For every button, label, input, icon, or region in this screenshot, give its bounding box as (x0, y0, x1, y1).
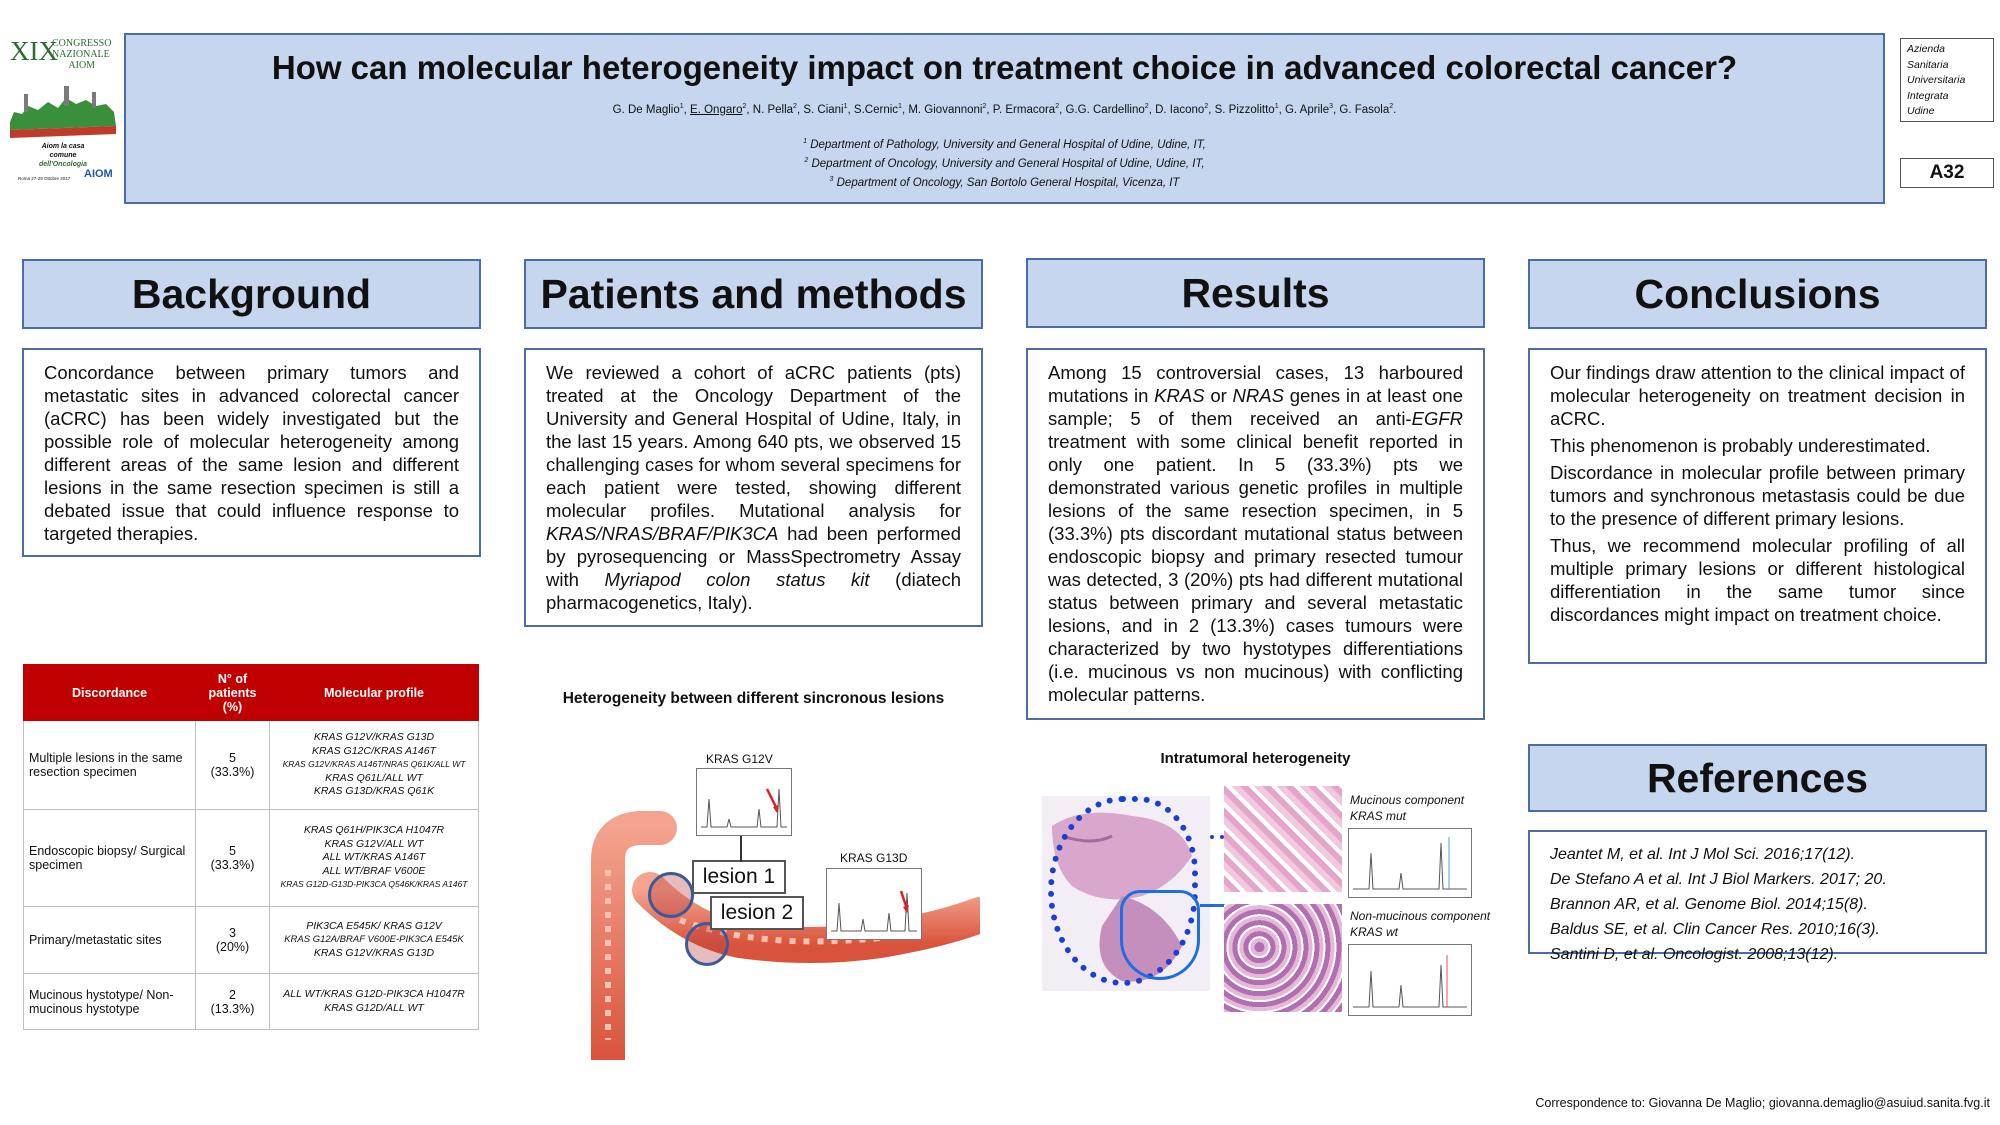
row-count: 3 (20%) (196, 907, 270, 974)
table-row (24, 907, 479, 974)
figure-synchronous-title: Heterogeneity between different sincronous lesions (562, 690, 945, 707)
kras-g13d-pyrogram (826, 868, 922, 940)
mucinous-pyrogram (1348, 828, 1472, 898)
logo-small-text: Roma 27-29 Ottobre 2017 (18, 176, 71, 181)
connector-line (740, 836, 742, 862)
row-discordance: Mucinous hystotype/ Non-mucinous hystotype (24, 974, 196, 1030)
table-header-discordance: Discordance (24, 665, 196, 721)
reference-item: Santini D, et al. Oncologist. 2008;13(12). (1550, 946, 1839, 963)
institution-box (1900, 38, 1994, 122)
logo-line1: CONGRESSO (52, 38, 112, 49)
mucinous-histology-image (1224, 786, 1342, 892)
mucinous-caption (1350, 792, 1464, 824)
author-name: S.Cernic$^1$ (853, 103, 902, 116)
institution-line-1: Azienda (1907, 43, 1945, 55)
methods-text-box (524, 348, 983, 627)
background-title: Background (131, 270, 372, 317)
references-box (1528, 830, 1987, 963)
non-mucinous-caption-line2: KRAS wt (1350, 925, 1399, 939)
non-mucinous-pyrogram (1348, 944, 1472, 1016)
reference-item: Brannon AR, et al. Genome Biol. 2014;15(8). (1550, 896, 1868, 913)
author-name: P. Ermacora$^2$ (992, 103, 1060, 116)
results-title: Results (1181, 269, 1330, 316)
author-name: M. Giovannoni$^2$ (908, 103, 987, 116)
row-count: 2 (13.3%) (196, 974, 270, 1030)
row-count: 5 (33.3%) (196, 810, 270, 907)
mucinous-caption-line1: Mucinous component (1350, 793, 1465, 807)
congress-logo (4, 34, 120, 194)
logo-line2: NAZIONALE (52, 49, 110, 60)
logo-tagline2: dell'Oncologia (39, 161, 87, 168)
background-header (22, 259, 481, 329)
methods-header (524, 259, 983, 329)
lesion-2-label: lesion 2 (710, 896, 804, 930)
conclusions-header (1528, 259, 1987, 329)
conclusion-paragraph-1: Our findings draw attention to the clinical impact of molecular heterogeneity on treatment decision in aCRC. (1550, 362, 1965, 429)
institution-line-4: Integrata (1907, 89, 1949, 102)
kras-g12v-pyrogram (696, 768, 792, 836)
row-discordance: Endoscopic biopsy/ Surgical specimen (24, 810, 196, 907)
institution-line-3: Universitaria (1907, 74, 1966, 86)
affiliation-3: $^3$ Department of Oncology, San Bortolo General Hospital, Vicenza, IT (829, 175, 1180, 189)
link-dash (1210, 835, 1224, 839)
row-profiles: KRAS Q61H/PIK3CA H1047R KRAS G12V/ALL WT ALL WT/KRAS A146T ALL WT/BRAF V600E KRAS G12D-G13D-PIK3CA Q546K/KRAS A146T (270, 810, 479, 907)
kras-g12v-label: KRAS G12V (706, 752, 773, 766)
lesion-1-marker (648, 872, 694, 918)
affiliation-list (126, 134, 1883, 190)
table-header-profile: Molecular profile (270, 665, 479, 721)
methods-title: Patients and methods (540, 270, 967, 317)
conclusion-paragraph-3: Discordance in molecular profile between primary tumors and synchronous metastasis could be due to the presence of different primary lesions. (1550, 462, 1965, 529)
logo-tagline1: Aiom la casa comune (41, 143, 85, 159)
reference-item: Baldus SE, et al. Clin Cancer Res. 2010;16(3). (1550, 921, 1880, 938)
references-title: References (1646, 754, 1869, 801)
mucinous-caption-line2: KRAS mut (1350, 809, 1407, 823)
results-text: Among 15 controversial cases, 13 harboured mutations in KRAS or NRAS genes in at least one sample; 5 of them received an anti-EGFR treatment with some clinical benefit reported in only one patient. In 5 (33.3%) pts we demonstrated various genetic profiles in multiple lesions of the same resection specimen, in 5 (33.3%) pts discordant mutational status between endoscopic biopsy and primary resected tumour was detected, 3 (20%) pts had different mutational status between primary and several metastatic lesions, and in 2 (13.3%) cases tumours were characterized by two hystotypes differentiations (i.e. mucinous vs non mucinous) with conflicting molecular patterns. (1048, 362, 1463, 705)
discordance-table-wrap (23, 664, 479, 1030)
background-text-box (22, 348, 481, 557)
author-name: S. Pizzolitto$^1$ (1214, 103, 1279, 116)
affiliation-2: $^2$ Department of Oncology, University and General Hospital of Udine, Udine, IT, (804, 156, 1205, 170)
aiom-mark: AIOM (84, 168, 113, 180)
link-line (1200, 904, 1224, 907)
institution-line-2: Sanitaria (1907, 58, 1949, 71)
author-name: N. Pella$^2$ (752, 103, 797, 116)
table-row (24, 974, 479, 1030)
background-text: Concordance between primary tumors and metastatic sites in advanced colorectal cancer (aCRC) has been widely investigated but the possible role of molecular heterogeneity among different areas of the same lesion and different lesions in the same resection specimen is still a debated issue that could influence response to targeted therapies. (44, 362, 459, 544)
pyrogram-trace (827, 869, 921, 939)
author-name: E. Ongaro$^2$ (690, 103, 747, 116)
row-profiles: ALL WT/KRAS G12D-PIK3CA H1047R KRAS G12D/ALL WT (270, 974, 479, 1030)
conclusion-paragraph-2: This phenomenon is probably underestimated. (1550, 435, 1931, 456)
pyrogram-trace (1349, 829, 1471, 897)
tumor-section-image (1042, 796, 1210, 991)
table-row (24, 721, 479, 810)
pyrogram-trace (1349, 945, 1471, 1015)
affiliation-1: $^1$ Department of Pathology, University and General Hospital of Udine, Udine, IT, (803, 138, 1206, 151)
pyrogram-trace (697, 769, 791, 835)
table-row (24, 810, 479, 907)
kras-g13d-label: KRAS G13D (840, 851, 908, 865)
reference-item: De Stefano A et al. Int J Biol Markers. 2017; 20. (1550, 871, 1887, 888)
results-text-box (1026, 348, 1485, 720)
author-name: G.G. Cardellino$^2$ (1065, 103, 1149, 116)
author-name: G. De Maglio$^1$ (612, 103, 684, 116)
conclusions-text-box (1528, 348, 1987, 664)
author-name: D. Iacono$^2$ (1155, 103, 1209, 116)
discordance-table (23, 664, 479, 1030)
results-header (1026, 258, 1485, 328)
author-list: G. De Maglio$^1$, E. Ongaro$^2$, N. Pella$^2$, S. Ciani$^1$, S.Cernic$^1$, M. Giovannoni$^2$, P. Ermacora$^2$, G.G. Cardellino$^2$, D. Iacono$^2$, S. Pizzolitto$^1$, G. Aprile$^3$, G. Fasola$^2$. (612, 103, 1397, 116)
logo-roman: XIX (10, 36, 58, 66)
lesion-1-label: lesion 1 (692, 860, 786, 894)
row-count: 5 (33.3%) (196, 721, 270, 810)
logo-line3: AIOM (68, 60, 96, 71)
conclusion-paragraph-4: Thus, we recommend molecular profiling of all multiple primary lesions or different histological differentiation in the same tumor since discordances might impact on treatment choice. (1550, 535, 1965, 625)
row-discordance: Multiple lesions in the same resection specimen (24, 721, 196, 810)
methods-text: We reviewed a cohort of aCRC patients (pts) treated at the Oncology Department of the University and General Hospital of Udine, Italy, in the last 15 years. Among 640 pts, we observed 15 challenging cases for whom several specimens for each patient were tested, showing different molecular profiles. Mutational analysis for KRAS/NRAS/BRAF/PIK3CA had been performed by pyrosequencing or MassSpectrometry Assay with Myriapod colon status kit (diatech pharmacogenetics, Italy). (546, 362, 961, 613)
row-discordance: Primary/metastatic sites (24, 907, 196, 974)
non-mucinous-caption (1350, 908, 1490, 940)
references-header (1528, 744, 1987, 812)
table-header-patients: N° of patients (%) (196, 665, 270, 721)
figure-intratumoral-title: Intratumoral heterogeneity (1160, 750, 1351, 767)
institution-line-5: Udine (1907, 105, 1935, 117)
row-profiles: KRAS G12V/KRAS G13D KRAS G12C/KRAS A146T KRAS G12V/KRAS A146T/NRAS Q61K/ALL WT KRAS Q61L/ALL WT KRAS G13D/KRAS Q61K (270, 721, 479, 810)
row-profiles: PIK3CA E545K/ KRAS G12V KRAS G12A/BRAF V600E-PIK3CA E545K KRAS G12V/KRAS G13D (270, 907, 479, 974)
poster-title: How can molecular heterogeneity impact on treatment choice in advanced colorectal cancer? (271, 49, 1738, 86)
non-mucinous-outline (1120, 890, 1200, 980)
poster-header (124, 33, 1885, 204)
poster-code: A32 (1900, 158, 1994, 188)
conclusions-title: Conclusions (1634, 270, 1881, 317)
author-name: G. Aprile$^3$ (1284, 103, 1333, 116)
author-name: G. Fasola$^2$ (1339, 103, 1394, 116)
author-name: S. Ciani$^1$ (803, 103, 848, 116)
non-mucinous-histology-image (1224, 904, 1342, 1012)
reference-item: Jeantet M, et al. Int J Mol Sci. 2016;17(12). (1550, 846, 1856, 863)
non-mucinous-caption-line1: Non-mucinous component (1350, 909, 1491, 923)
correspondence-footer: Correspondence to: Giovanna De Maglio; giovanna.demaglio@asuiud.sanita.fvg.it (1535, 1096, 1990, 1110)
